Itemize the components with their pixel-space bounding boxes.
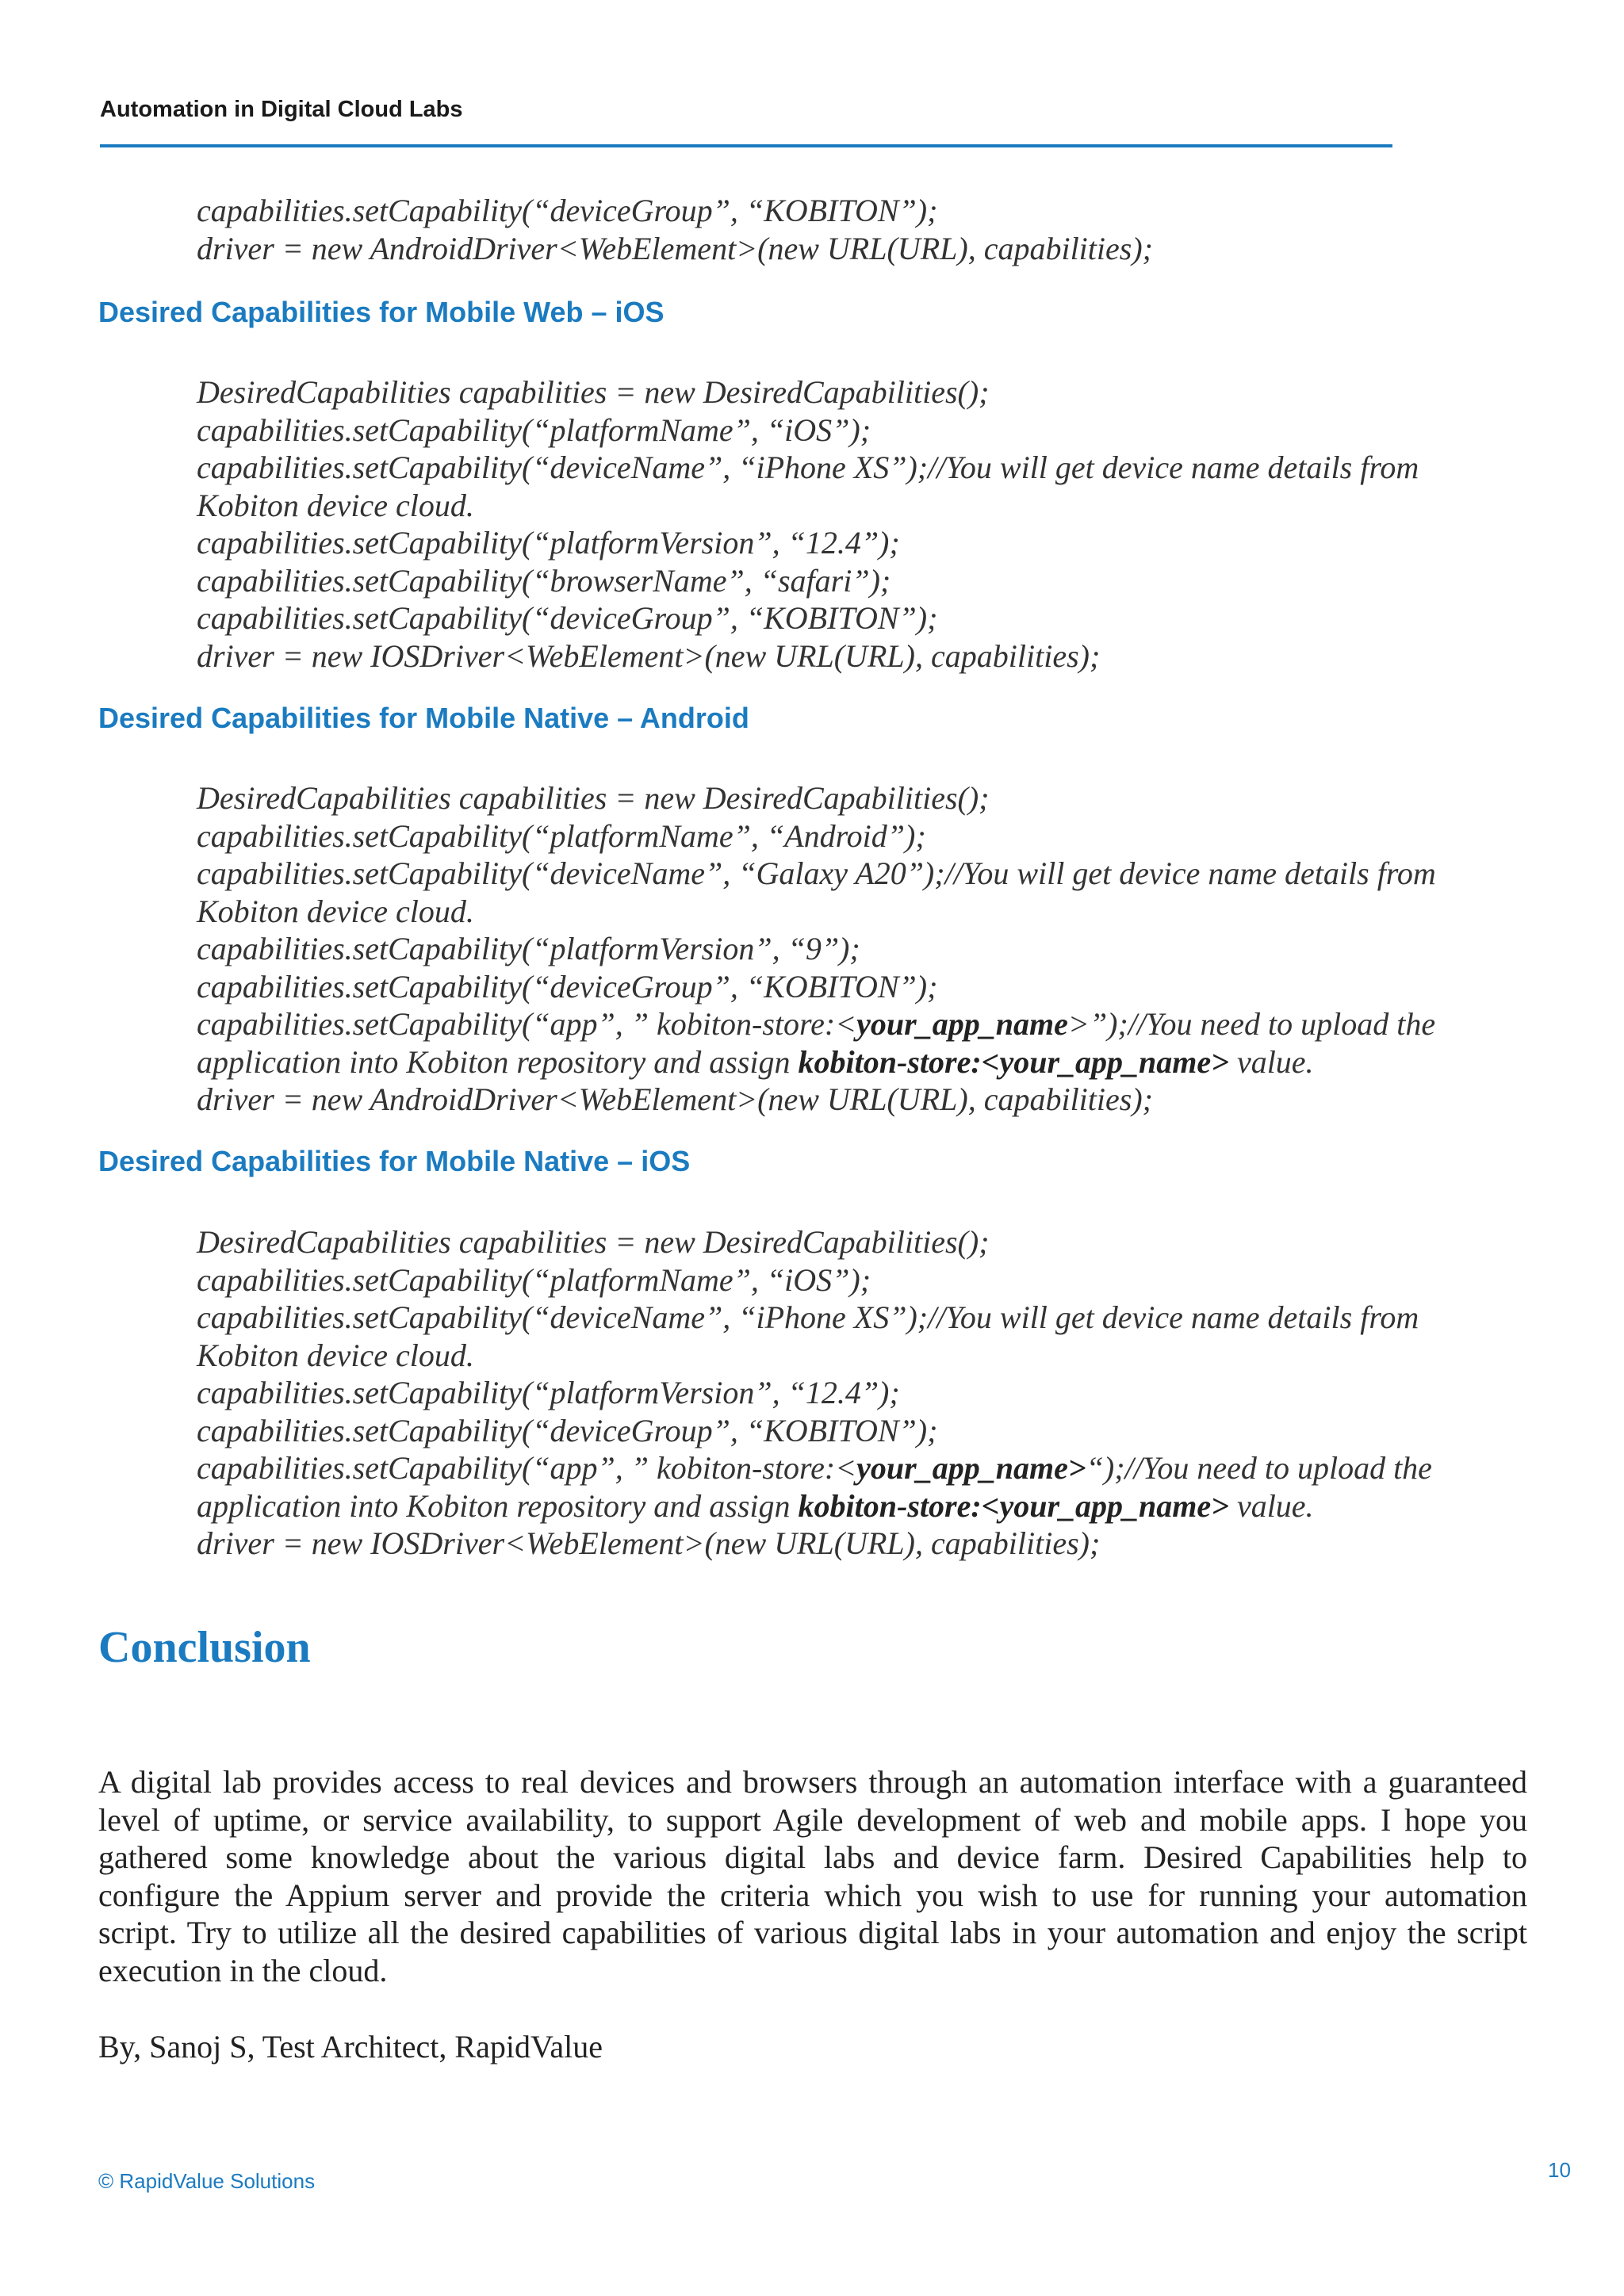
- code-line: capabilities.setCapability(“platformName”, “iOS”);: [197, 1261, 871, 1298]
- code-emphasis: kobiton-store:<your_app_name>: [798, 1487, 1229, 1524]
- code-line: Kobiton device cloud.: [197, 893, 474, 929]
- code-block-mobile-web-ios: [197, 373, 1545, 675]
- code-line: capabilities.setCapability(“deviceGroup”, “KOBITON”);: [197, 1412, 938, 1448]
- section-heading-mobile-native-ios: Desired Capabilities for Mobile Native – iOS: [98, 1145, 691, 1177]
- code-fragment: application into Kobiton repository and assign: [197, 1043, 799, 1080]
- code-line: capabilities.setCapability(“deviceGroup”, “KOBITON”);: [197, 600, 938, 636]
- code-fragment: capabilities.setCapability(“app”, ” kobiton-store:<: [197, 1450, 857, 1486]
- section-heading-mobile-web-ios: Desired Capabilities for Mobile Web – iOS: [98, 296, 665, 328]
- code-line-assign: [197, 1487, 1545, 1525]
- conclusion-heading: Conclusion: [98, 1623, 311, 1672]
- code-line-app: [197, 1449, 1545, 1487]
- code-emphasis: your_app_name>: [856, 1450, 1086, 1486]
- footer-copyright: © RapidValue Solutions: [98, 2169, 316, 2193]
- code-line: capabilities.setCapability(“platformVersion”, “12.4”);: [197, 1375, 900, 1410]
- paragraph-line: execution in the cloud.: [98, 1952, 388, 1988]
- code-line: capabilities.setCapability(“deviceName”, “iPhone XS”);//You will get device name details from: [197, 450, 1419, 485]
- code-line: capabilities.setCapability(“deviceName”, “iPhone XS”);//You will get device name details from: [197, 1299, 1419, 1335]
- code-line-assign: [197, 1043, 1545, 1081]
- code-line: Kobiton device cloud.: [197, 487, 474, 523]
- section-heading-mobile-native-android: Desired Capabilities for Mobile Native – Android: [98, 702, 749, 734]
- code-block-mobile-native-ios: [197, 1223, 1545, 1563]
- code-emphasis: kobiton-store:<your_app_name>: [798, 1043, 1229, 1080]
- code-fragment: >”);//You need to upload the: [1067, 1006, 1436, 1042]
- code-line: capabilities.setCapability(“deviceGroup”, “KOBITON”);: [197, 193, 938, 228]
- code-line: DesiredCapabilities capabilities = new DesiredCapabilities();: [197, 1224, 990, 1260]
- code-line: capabilities.setCapability(“platformVersion”, “12.4”);: [197, 525, 900, 561]
- code-block-continued: [197, 192, 1545, 267]
- code-fragment: application into Kobiton repository and assign: [197, 1487, 799, 1524]
- code-fragment: value.: [1228, 1487, 1314, 1524]
- code-line: capabilities.setCapability(“platformName”, “iOS”);: [197, 411, 871, 448]
- code-line: driver = new AndroidDriver<WebElement>(new URL(URL), capabilities);: [197, 1081, 1153, 1117]
- code-fragment: “);//You need to upload the: [1086, 1450, 1432, 1486]
- code-line: driver = new IOSDriver<WebElement>(new URL(URL), capabilities);: [197, 1525, 1101, 1561]
- code-line: capabilities.setCapability(“deviceGroup”, “KOBITON”);: [197, 968, 938, 1004]
- author-byline: By, Sanoj S, Test Architect, RapidValue: [98, 2029, 603, 2064]
- paragraph-line: A digital lab provides access to real devices and browsers through an automation interface with a guaranteed: [98, 1764, 1527, 1800]
- code-line: driver = new IOSDriver<WebElement>(new URL(URL), capabilities);: [197, 637, 1101, 674]
- code-line: DesiredCapabilities capabilities = new DesiredCapabilities();: [197, 374, 990, 410]
- conclusion-paragraph: [98, 1763, 1527, 1989]
- code-line: capabilities.setCapability(“platformVersion”, “9”);: [197, 931, 860, 966]
- code-line: Kobiton device cloud.: [197, 1337, 474, 1373]
- paragraph-line: gathered some knowledge about the various digital labs and device farm. Desired Capabilities help to: [98, 1839, 1527, 1875]
- code-fragment: value.: [1228, 1043, 1314, 1080]
- paragraph-line: script. Try to utilize all the desired capabilities of various digital labs in your automation and enjoy the script: [98, 1915, 1527, 1950]
- paragraph-line: level of uptime, or service availability, to support Agile development of web and mobile apps. I hope you: [98, 1801, 1527, 1838]
- paragraph-line: configure the Appium server and provide the criteria which you wish to use for running your automation: [98, 1877, 1527, 1913]
- page-number: 10: [1548, 2158, 1571, 2182]
- code-line: capabilities.setCapability(“deviceName”, “Galaxy A20”);//You will get device name details from: [197, 855, 1436, 891]
- code-line: driver = new AndroidDriver<WebElement>(new URL(URL), capabilities);: [197, 230, 1153, 266]
- code-emphasis: your_app_name: [856, 1006, 1068, 1042]
- running-header-title: Automation in Digital Cloud Labs: [100, 97, 463, 122]
- code-line: capabilities.setCapability(“browserName”, “safari”);: [197, 562, 891, 599]
- header-divider: [100, 144, 1392, 147]
- code-block-mobile-native-android: [197, 779, 1545, 1119]
- code-line: DesiredCapabilities capabilities = new DesiredCapabilities();: [197, 780, 990, 816]
- code-line-app: [197, 1005, 1545, 1043]
- code-fragment: capabilities.setCapability(“app”, ” kobiton-store:<: [197, 1006, 857, 1042]
- code-line: capabilities.setCapability(“platformName”, “Android”);: [197, 817, 926, 854]
